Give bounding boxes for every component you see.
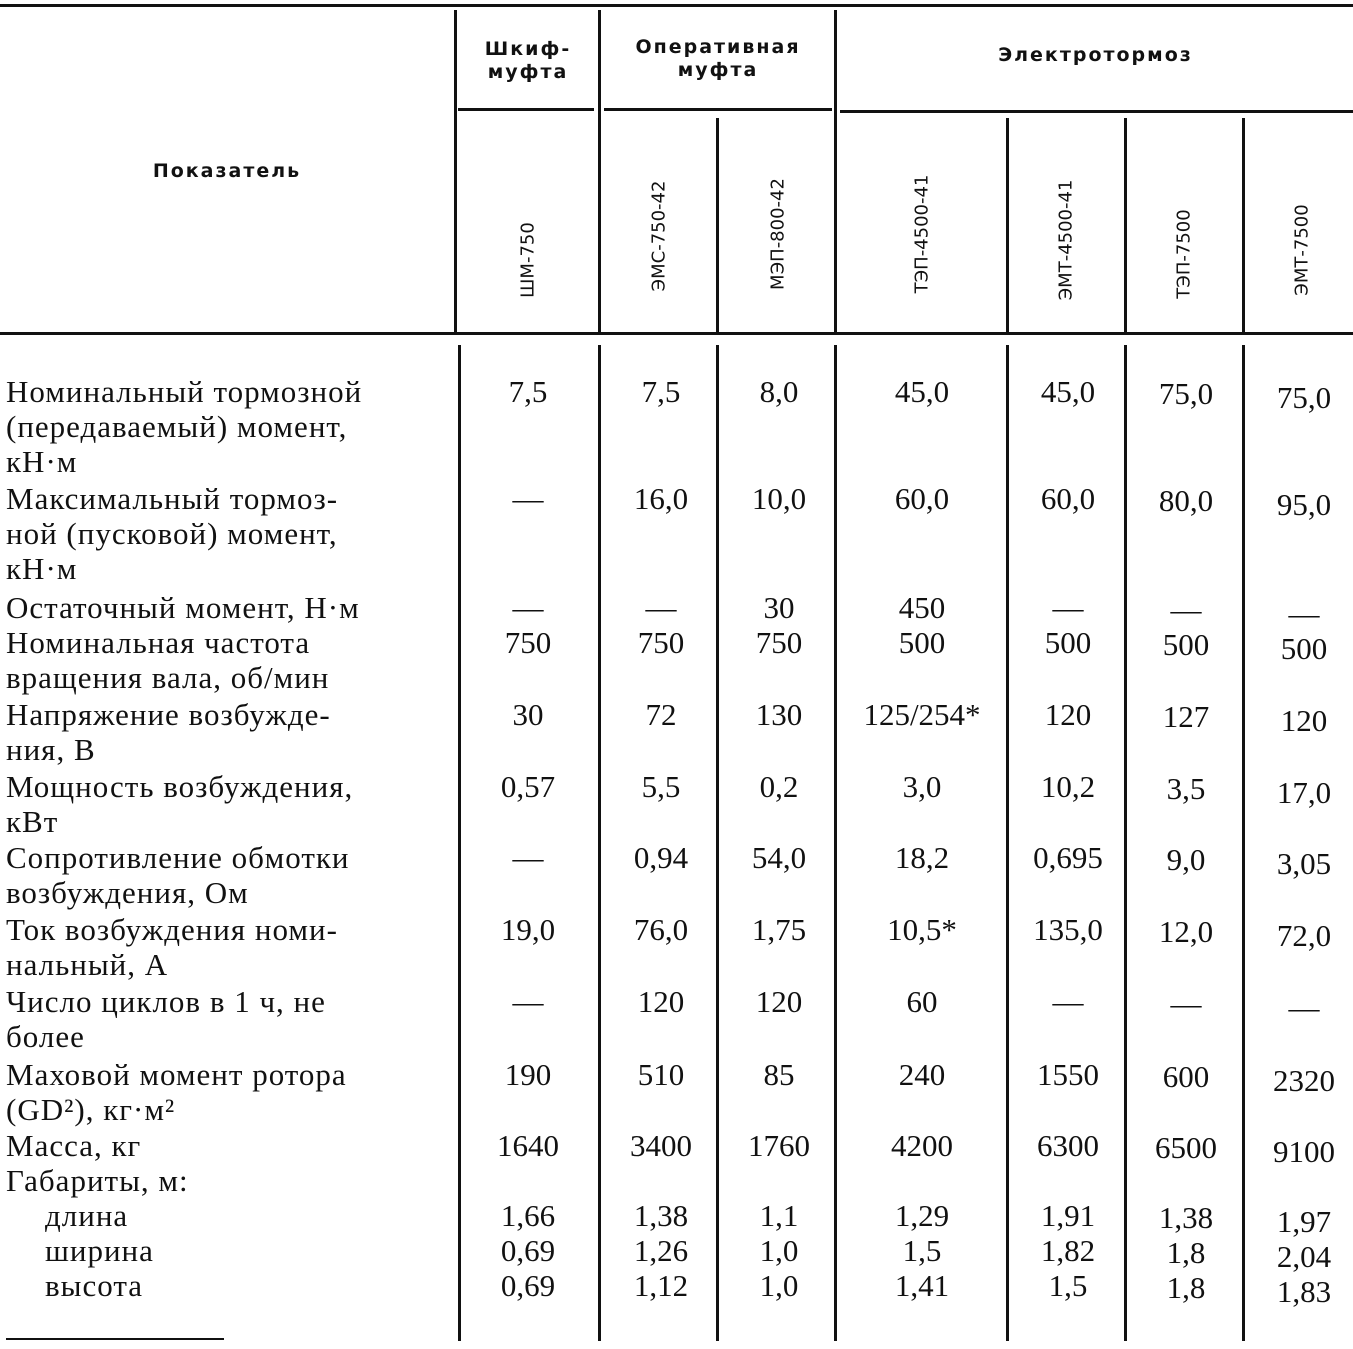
table-cell: 5,5 [641, 769, 681, 804]
model-header: ТЭП-4500-41 [911, 174, 933, 294]
table-cell: 10,5* [887, 912, 957, 947]
table-cell: 60,0 [1040, 481, 1096, 516]
row-label-line: Маховой момент ротора [6, 1057, 347, 1092]
group-header-line: Электротормоз [998, 44, 1193, 66]
table-cell: 54,0 [751, 840, 807, 875]
table-cell: — [1288, 596, 1320, 631]
dimension-sub-label: ширина [45, 1233, 154, 1268]
table-cell: 45,0 [894, 374, 950, 409]
row-label-line: более [6, 1019, 85, 1054]
row-label-line: Число циклов в 1 ч, не [6, 984, 326, 1019]
group-header-electrobrake [838, 44, 1353, 67]
row-label-line: ной (пусковой) момент, [6, 516, 338, 551]
table-cell: 600 [1162, 1059, 1210, 1094]
row-label-line: кН·м [6, 551, 78, 586]
row-label-line: вращения вала, об/мин [6, 660, 330, 695]
table-cell: 1760 [748, 1128, 810, 1163]
table-cell: — [1052, 590, 1084, 625]
table-cell: 1,8 [1166, 1235, 1206, 1270]
group-rule-left [458, 108, 594, 111]
table-cell: 80,0 [1158, 483, 1214, 518]
table-cell: — [512, 840, 544, 875]
table-cell: 7,5 [641, 374, 681, 409]
table-cell: 0,695 [1033, 840, 1103, 875]
row-label-line: Остаточный момент, Н·м [6, 590, 360, 625]
row-label [6, 481, 434, 586]
table-cell: 130 [755, 697, 803, 732]
group-rule-right [840, 110, 1353, 113]
group-header-pulley-coupling [458, 38, 598, 84]
table-cell: 9100 [1273, 1134, 1335, 1169]
group-header-line: Шкиф- [484, 38, 572, 60]
table-cell: 1,1 [759, 1198, 799, 1233]
table-cell: — [512, 984, 544, 1019]
table-cell: 2,04 [1276, 1239, 1332, 1274]
table-cell: 3,05 [1276, 846, 1332, 881]
col-rule [716, 118, 719, 332]
table-cell: 10,2 [1040, 769, 1096, 804]
table-cell: 6500 [1155, 1130, 1217, 1165]
table-cell: 750 [504, 625, 552, 660]
table-cell: 76,0 [633, 912, 689, 947]
table-cell: 1,97 [1276, 1204, 1332, 1239]
row-label-line: Номинальный тормозной [6, 374, 363, 409]
table-cell: 2320 [1273, 1063, 1335, 1098]
table-cell: 1,0 [759, 1233, 799, 1268]
table-cell: 135,0 [1033, 912, 1103, 947]
row-label [6, 1057, 434, 1127]
row-label-line: Ток возбуждения номи- [6, 912, 338, 947]
table-cell: 75,0 [1158, 376, 1214, 411]
table-cell: 72 [645, 697, 677, 732]
table-cell: 127 [1162, 699, 1210, 734]
row-label [6, 697, 434, 767]
table-cell: 0,69 [500, 1268, 556, 1303]
row-label-line: кН·м [6, 444, 78, 479]
row-label [6, 1128, 434, 1163]
row-label-line: Масса, кг [6, 1128, 142, 1163]
table-cell: — [512, 481, 544, 516]
model-header: ШМ-750 [517, 222, 539, 298]
table-cell: 60,0 [894, 481, 950, 516]
table-cell: 125/254* [863, 697, 981, 732]
group-header-line: муфта [677, 59, 759, 81]
row-label-line: (передаваемый) момент, [6, 409, 348, 444]
table-cell: 0,94 [633, 840, 689, 875]
col-rule [598, 345, 601, 1341]
table-cell: 7,5 [508, 374, 548, 409]
table-cell: 72,0 [1276, 918, 1332, 953]
footnote-rule [6, 1338, 224, 1340]
table-cell: 500 [1162, 627, 1210, 662]
table-cell: 85 [763, 1057, 795, 1092]
group-header-line: муфта [487, 61, 569, 83]
table-cell: 1640 [497, 1128, 559, 1163]
table-cell: — [645, 590, 677, 625]
col-rule [834, 10, 837, 332]
table-cell: 500 [1044, 625, 1092, 660]
row-label-line: возбуждения, Ом [6, 875, 249, 910]
dimension-sub-label: длина [45, 1198, 129, 1233]
table-cell: 1,29 [894, 1198, 950, 1233]
table-cell: 1,91 [1040, 1198, 1096, 1233]
table-cell: 75,0 [1276, 380, 1332, 415]
row-label-line: Мощность возбуждения, [6, 769, 354, 804]
col-rule [454, 10, 457, 332]
col-rule [1124, 345, 1127, 1341]
table-cell: 10,0 [751, 481, 807, 516]
table-cell: 190 [504, 1057, 552, 1092]
model-header: ЭМТ-7500 [1291, 204, 1313, 296]
top-rule [0, 4, 1353, 7]
row-label-line: Максимальный тормоз- [6, 481, 339, 516]
group-header-line: Оперативная [635, 36, 801, 58]
table-cell: 3400 [630, 1128, 692, 1163]
table-cell: 6300 [1037, 1128, 1099, 1163]
row-label [6, 840, 434, 910]
table-cell: — [1170, 986, 1202, 1021]
table-cell: 8,0 [759, 374, 799, 409]
table-cell: 1,12 [633, 1268, 689, 1303]
table-cell: 0,2 [759, 769, 799, 804]
table-cell: 450 [898, 590, 946, 625]
table-cell: — [1288, 990, 1320, 1025]
row-label-line: (GD²), кг·м² [6, 1092, 176, 1127]
table-cell: — [1170, 592, 1202, 627]
table-cell: 18,2 [894, 840, 950, 875]
row-label [6, 912, 434, 982]
table-cell: 120 [1280, 703, 1328, 738]
table-cell: 500 [1280, 631, 1328, 666]
table-cell: 17,0 [1276, 775, 1332, 810]
table-cell: 95,0 [1276, 487, 1332, 522]
table-cell: 750 [755, 625, 803, 660]
table-cell: 60 [906, 984, 938, 1019]
dimension-sub-label: высота [45, 1268, 144, 1303]
table-cell: 1,5 [902, 1233, 942, 1268]
row-label [6, 374, 434, 479]
table-cell: 1,0 [759, 1268, 799, 1303]
table-cell: 120 [1044, 697, 1092, 732]
col-rule [716, 345, 719, 1341]
group-rule-mid [604, 108, 832, 111]
table-cell: 1,26 [633, 1233, 689, 1268]
col-rule [458, 345, 461, 1341]
model-header: ЭМТ-4500-41 [1055, 179, 1077, 301]
row-label [6, 769, 434, 839]
table-cell: 120 [755, 984, 803, 1019]
table-cell: 30 [512, 697, 544, 732]
table-cell: 1550 [1037, 1057, 1099, 1092]
table-cell: 1,41 [894, 1268, 950, 1303]
table-cell: 1,66 [500, 1198, 556, 1233]
table-cell: 240 [898, 1057, 946, 1092]
table-cell: 500 [898, 625, 946, 660]
table-cell: 3,0 [902, 769, 942, 804]
table-cell: 1,5 [1048, 1268, 1088, 1303]
indicator-header: Показатель [152, 160, 302, 182]
dimensions-label: Габариты, м: [6, 1163, 189, 1198]
table-cell: 9,0 [1166, 842, 1206, 877]
row-label-line: Сопротивление обмотки [6, 840, 350, 875]
table-cell: — [512, 590, 544, 625]
row-label [6, 590, 434, 625]
model-header: ТЭП-7500 [1173, 209, 1195, 299]
table-cell: 1,82 [1040, 1233, 1096, 1268]
table-cell: 1,38 [633, 1198, 689, 1233]
row-label-line: Напряжение возбужде- [6, 697, 331, 732]
col-rule [1124, 118, 1127, 332]
table-cell: 1,8 [1166, 1270, 1206, 1305]
row-label [6, 984, 434, 1054]
row-label-line: нальный, А [6, 947, 169, 982]
col-rule [598, 10, 601, 332]
row-label [6, 625, 434, 695]
header-bottom-rule [0, 332, 1353, 335]
row-label-line: кВт [6, 804, 59, 839]
group-header-operational-coupling [602, 36, 834, 82]
table-cell: 0,57 [500, 769, 556, 804]
model-header: МЭП-800-42 [767, 178, 789, 290]
table-cell: 12,0 [1158, 914, 1214, 949]
table-cell: 750 [637, 625, 685, 660]
table-cell: 0,69 [500, 1233, 556, 1268]
table-cell: 3,5 [1166, 771, 1206, 806]
table-cell: 1,38 [1158, 1200, 1214, 1235]
col-rule [1242, 345, 1245, 1341]
table-cell: 19,0 [500, 912, 556, 947]
col-rule [1006, 345, 1009, 1341]
col-rule [1242, 118, 1245, 332]
table-cell: 30 [763, 590, 795, 625]
table-cell: 1,83 [1276, 1274, 1332, 1309]
table-cell: — [1052, 984, 1084, 1019]
model-header: ЭМС-750-42 [648, 180, 670, 292]
table-cell: 45,0 [1040, 374, 1096, 409]
col-rule [834, 345, 837, 1341]
table-cell: 1,75 [751, 912, 807, 947]
table-cell: 16,0 [633, 481, 689, 516]
table-cell: 4200 [891, 1128, 953, 1163]
table-cell: 510 [637, 1057, 685, 1092]
col-rule [1006, 118, 1009, 332]
row-label-line: Номинальная частота [6, 625, 311, 660]
table-cell: 120 [637, 984, 685, 1019]
row-label-line: ния, В [6, 732, 96, 767]
